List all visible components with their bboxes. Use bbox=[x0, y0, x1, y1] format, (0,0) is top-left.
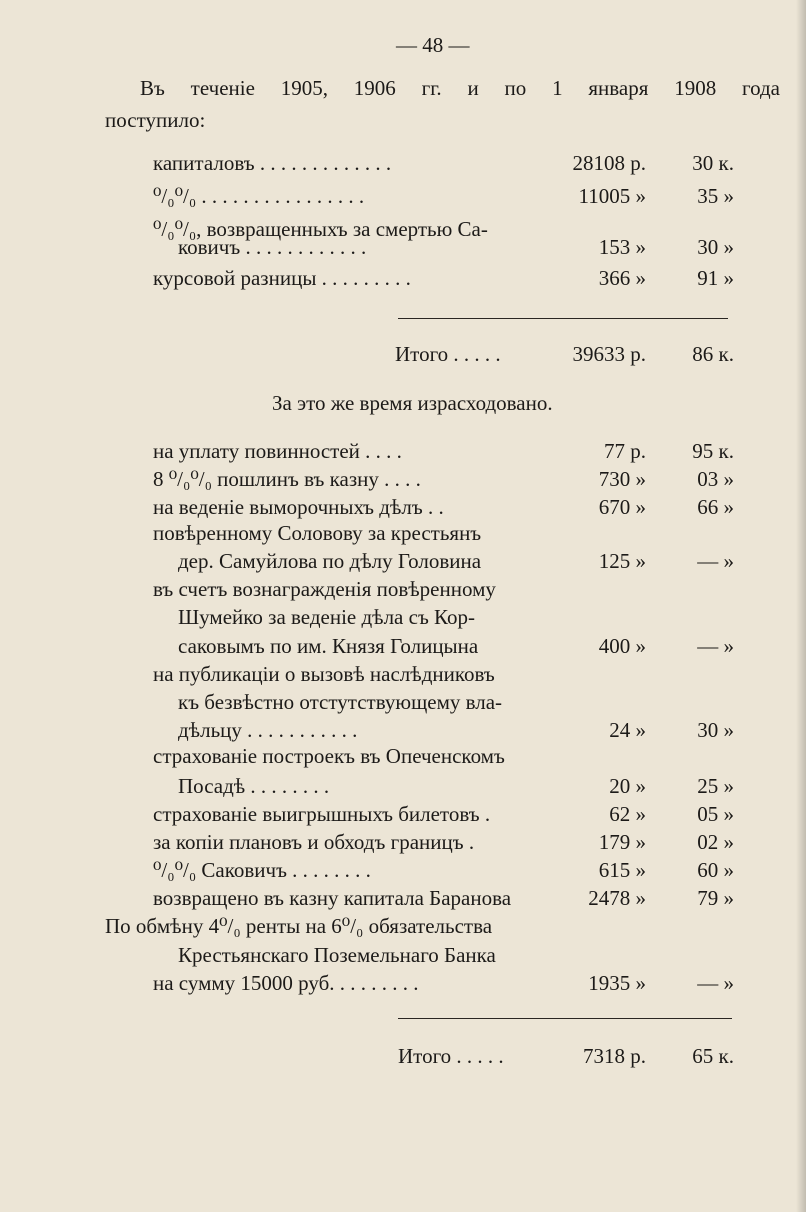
expense-row-kopecks: — » bbox=[697, 549, 734, 573]
intro-word: 1906 bbox=[353, 76, 396, 100]
expense-row-rubles: 179 » bbox=[598, 830, 646, 854]
expense-row-label: Посадѣ . . . . . . . . bbox=[178, 774, 330, 798]
income-row-rubles: 11005 » bbox=[578, 184, 646, 208]
expenses-total-label: Итого . . . . . bbox=[398, 1044, 504, 1068]
income-row-label: капиталовъ . . . . . . . . . . . . . bbox=[153, 151, 392, 175]
income-row-kopecks: 35 » bbox=[697, 184, 734, 208]
income-row-kopecks: 91 » bbox=[697, 266, 734, 290]
expense-row-kopecks: 79 » bbox=[697, 886, 734, 910]
expense-row-kopecks: 95 к. bbox=[692, 439, 734, 463]
expense-row-rubles: 24 » bbox=[609, 718, 646, 742]
expense-row-kopecks: — » bbox=[697, 634, 734, 658]
expense-row-rubles: 1935 » bbox=[588, 971, 646, 995]
expense-row-kopecks: 03 » bbox=[697, 467, 734, 491]
income-total-label: Итого . . . . . bbox=[395, 342, 501, 366]
income-row-rubles: 28108 р. bbox=[572, 151, 646, 175]
expense-row-label: Крестьянскаго Поземельнаго Банка bbox=[178, 943, 496, 967]
intro-word: 1908 bbox=[674, 76, 717, 100]
expenses-total-kopecks: 65 к. bbox=[692, 1044, 734, 1068]
expense-row-rubles: 20 » bbox=[609, 774, 646, 798]
expense-row-kopecks: 60 » bbox=[697, 858, 734, 882]
expense-row-label: къ безвѣстно отстутствующему вла- bbox=[178, 690, 503, 714]
expense-row-label: повѣренному Соловову за крестьянъ bbox=[153, 521, 482, 545]
expenses-total-rubles: 7318 р. bbox=[583, 1044, 646, 1068]
expense-row-kopecks: — » bbox=[697, 971, 734, 995]
expense-row-label: на сумму 15000 руб. . . . . . . . . bbox=[153, 971, 419, 995]
expense-row-kopecks: 66 » bbox=[697, 495, 734, 519]
expenses-divider bbox=[398, 1018, 732, 1019]
expense-row-rubles: 730 » bbox=[598, 467, 646, 491]
expense-row-label: страхованіе построекъ въ Опеченскомъ bbox=[153, 744, 505, 768]
income-row-kopecks: 30 » bbox=[697, 235, 734, 259]
income-row-rubles: 366 » bbox=[598, 266, 646, 290]
income-row-label: курсовой разницы . . . . . . . . . bbox=[153, 266, 411, 290]
intro-word: гг. bbox=[421, 76, 442, 100]
expense-row-rubles: 670 » bbox=[598, 495, 646, 519]
intro-word: теченіе bbox=[190, 76, 255, 100]
expense-row-label: дер. Самуйлова по дѣлу Головина bbox=[178, 549, 482, 573]
intro-line-1 bbox=[140, 75, 780, 101]
section-heading: За это же время израсходовано. bbox=[272, 391, 553, 415]
intro-word: 1 bbox=[552, 76, 563, 100]
expense-row-label: въ счетъ вознагражденія повѣренному bbox=[153, 577, 496, 601]
income-row-label: ковичъ . . . . . . . . . . . . bbox=[178, 235, 367, 259]
expense-row-label: 8 ⁰/₀⁰/₀ пошлинъ въ казну . . . . bbox=[153, 467, 421, 491]
expense-row-label: ⁰/₀⁰/₀ Саковичъ . . . . . . . . bbox=[153, 858, 371, 882]
intro-word: 1905, bbox=[280, 76, 328, 100]
expense-row-label: на публикаціи о вызовѣ наслѣдниковъ bbox=[153, 662, 495, 686]
intro-line-2: поступило: bbox=[105, 108, 206, 132]
income-row-kopecks: 30 к. bbox=[692, 151, 734, 175]
intro-word: Въ bbox=[140, 76, 165, 100]
expense-row-label: за копіи плановъ и обходъ границъ . bbox=[153, 830, 475, 854]
expense-row-label: страхованіе выигрышныхъ билетовъ . bbox=[153, 802, 491, 826]
expense-row-label: саковымъ по им. Князя Голицына bbox=[178, 634, 479, 658]
income-row-label: ⁰/₀⁰/₀, возвращенныхъ за смертью Са- bbox=[153, 217, 488, 241]
expense-row-label: По обмѣну 4⁰/₀ ренты на 6⁰/₀ обязательства bbox=[105, 914, 493, 938]
expense-row-kopecks: 25 » bbox=[697, 774, 734, 798]
expense-row-kopecks: 02 » bbox=[697, 830, 734, 854]
expense-row-rubles: 400 » bbox=[598, 634, 646, 658]
income-row-rubles: 153 » bbox=[598, 235, 646, 259]
page-number: — 48 — bbox=[396, 33, 470, 57]
expense-row-label: на веденіе выморочныхъ дѣлъ . . bbox=[153, 495, 444, 519]
income-divider bbox=[398, 318, 728, 319]
expense-row-rubles: 62 » bbox=[609, 802, 646, 826]
expense-row-kopecks: 05 » bbox=[697, 802, 734, 826]
expense-row-rubles: 77 р. bbox=[604, 439, 646, 463]
expense-row-rubles: 615 » bbox=[598, 858, 646, 882]
intro-word: и bbox=[467, 76, 479, 100]
expense-row-rubles: 2478 » bbox=[588, 886, 646, 910]
expense-row-label: Шумейко за веденіе дѣла съ Кор- bbox=[178, 605, 476, 629]
income-total-rubles: 39633 р. bbox=[572, 342, 646, 366]
expense-row-kopecks: 30 » bbox=[697, 718, 734, 742]
income-row-label: ⁰/₀⁰/₀ . . . . . . . . . . . . . . . . bbox=[153, 184, 365, 208]
intro-word: по bbox=[504, 76, 527, 100]
expense-row-rubles: 125 » bbox=[598, 549, 646, 573]
intro-word: января bbox=[588, 76, 649, 100]
expense-row-label: дѣльцу . . . . . . . . . . . bbox=[178, 718, 358, 742]
income-total-kopecks: 86 к. bbox=[692, 342, 734, 366]
intro-word: года bbox=[742, 76, 780, 100]
expense-row-label: на уплату повинностей . . . . bbox=[153, 439, 402, 463]
expense-row-label: возвращено въ казну капитала Баранова bbox=[153, 886, 512, 910]
